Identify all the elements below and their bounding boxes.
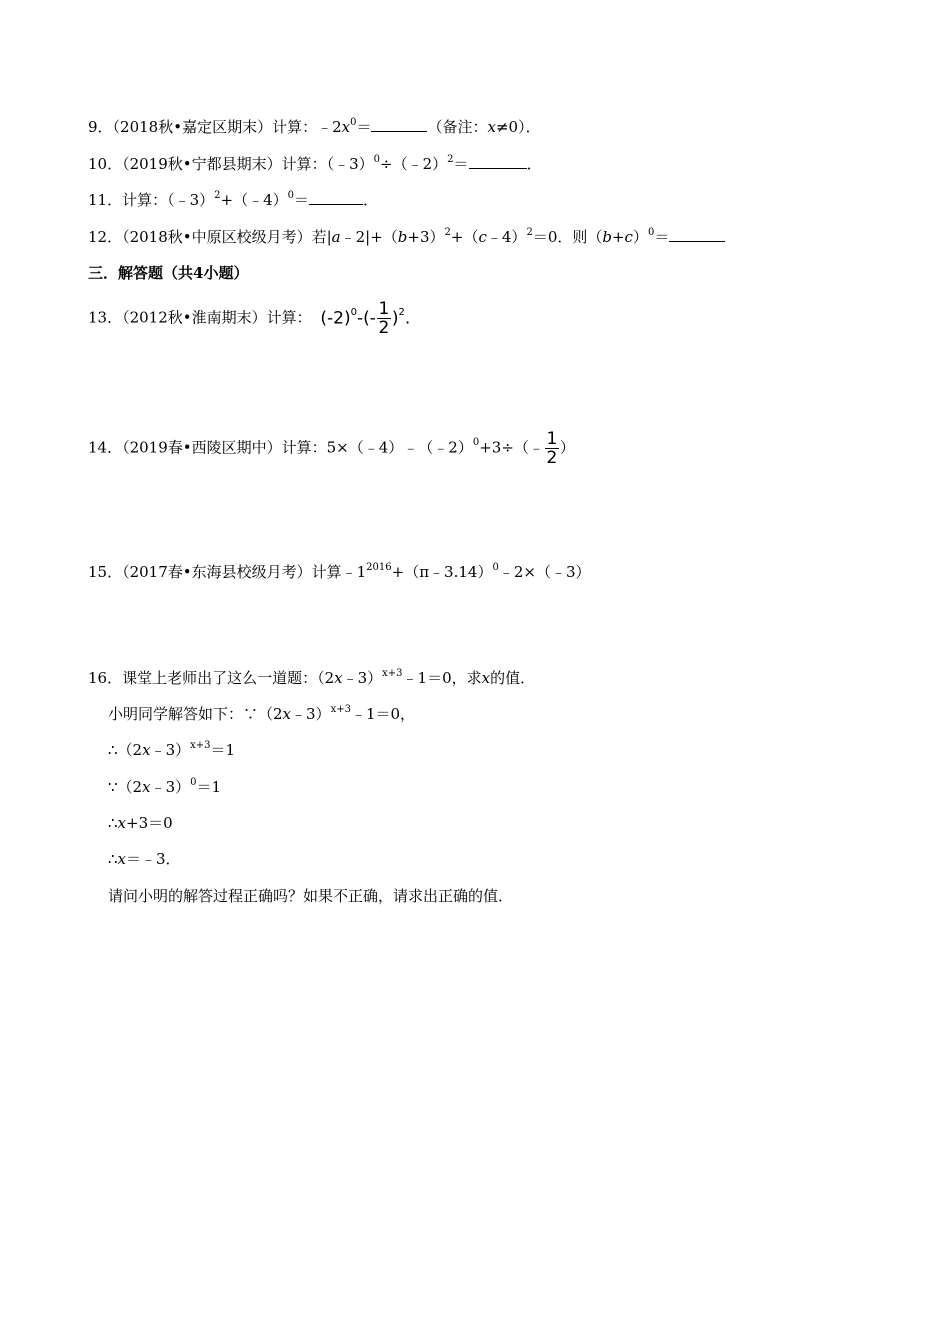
question-11: 11．计算：（﹣3）$^2$+（﹣4）$^0$＝ ．	[88, 190, 379, 209]
question-9: 9．（2018秋•嘉定区期末）计算：$﹣2x^0=$ （备注：x≠0）．	[88, 117, 541, 136]
math-expression-image: $(-2)^0-(-$ $\frac{1}{2}$ )$^2$.	[320, 299, 411, 338]
solution-question: 请问小明的解答过程正确吗？如果不正确，请求出正确的值．	[108, 887, 514, 905]
solution-line: ∵（2x﹣3）$^0$＝1	[108, 777, 222, 796]
answer-blank	[371, 117, 427, 132]
answer-blank	[669, 227, 725, 242]
solution-line: ∴x＝﹣3．	[108, 850, 181, 868]
solution-line: 小明同学解答如下：∵（2x﹣3）$^{x+3}$﹣1＝0，	[108, 704, 416, 723]
question-13: 13．（2012秋•淮南期末）计算： $(-2)^0-(-$ $\frac{1}{2}$ )$^2$.	[88, 299, 411, 338]
question-10: 10．（2019秋•宁都县期末）计算：（﹣3）$^0$÷（﹣2）$^2$＝ ．	[88, 154, 542, 173]
question-15: 15．（2017春•东海县校级月考）计算$﹣1^{2016}+(\pi﹣3.14)^0﹣2\times(﹣3)$	[88, 562, 591, 581]
fraction: $\frac{1}{2}$	[546, 429, 558, 468]
solution-line: ∴x+3＝0	[108, 814, 173, 832]
question-14: 14．（2019春•西陵区期中）计算：5×（﹣4）﹣（﹣2）$^0$+3÷（﹣ $\frac{1}{2}$ ）	[88, 429, 575, 468]
answer-blank	[309, 190, 363, 205]
question-16: 16．课堂上老师出了这么一道题：（2x﹣3）$^{x+3}$﹣1＝0，求x的值．	[88, 668, 536, 687]
section-heading: 三．解答题（共4小题）	[88, 264, 249, 282]
fraction: $\frac{1}{2}$	[378, 299, 390, 338]
question-12: 12．（2018秋•中原区校级月考）若$|a﹣2|+(b+3)^2+(c﹣4)^2=0$．则$(b+c)^0=$	[88, 227, 725, 247]
answer-blank	[469, 154, 527, 169]
solution-line: ∴（2x﹣3）$^{x+3}$＝1	[108, 740, 236, 759]
